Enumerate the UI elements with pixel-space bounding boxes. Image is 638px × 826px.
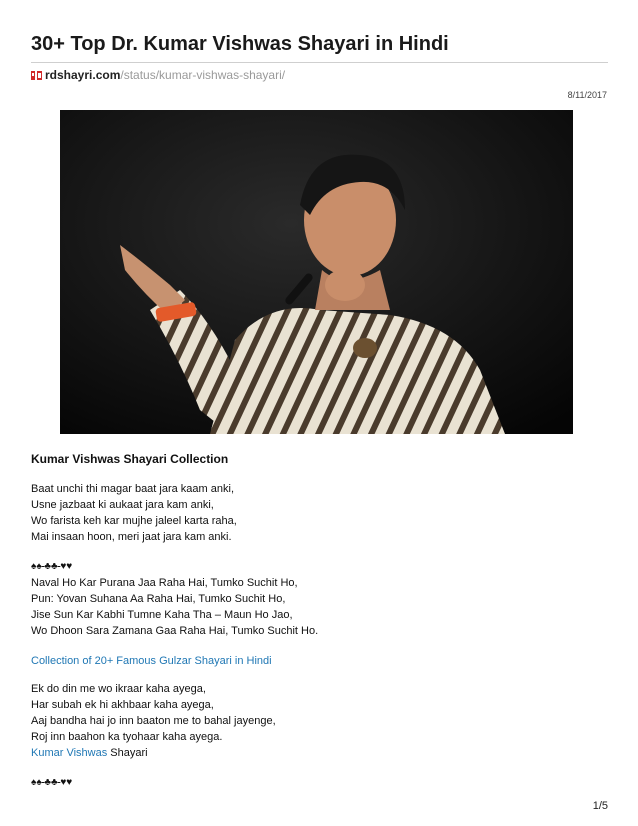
publish-date: 8/11/2017: [567, 90, 607, 100]
verse-line: Aaj bandha hai jo inn baaton me to bahal jayenge,: [31, 715, 276, 727]
footer-line: [31, 745, 591, 761]
stanza-2: [31, 575, 591, 639]
source-path[interactable]: /status/kumar-vishwas-shayari/: [120, 68, 286, 82]
heart-pair: ♥♥: [60, 777, 73, 788]
verse-line: Ek do din me wo ikraar kaha ayega,: [31, 683, 206, 695]
spade-pair: ♠♠: [31, 561, 42, 572]
verse-line: Naval Ho Kar Purana Jaa Raha Hai, Tumko Suchit Ho,: [31, 577, 298, 589]
page-number: 1/5: [592, 800, 608, 812]
club-pair: ♣♣: [44, 777, 58, 788]
article-photo: [60, 110, 573, 434]
source-domain[interactable]: rdshayri.com: [45, 68, 121, 82]
suit-divider: [31, 559, 591, 575]
stanza-1: [31, 481, 591, 545]
heart-pair: ♥♥: [60, 561, 73, 572]
verse-line: Roj inn baahon ka tyohaar kaha ayega.: [31, 731, 223, 743]
article-body: [31, 451, 591, 791]
verse-line: Baat unchi thi magar baat jara kaam anki,: [31, 483, 235, 495]
verse-line: Jise Sun Kar Kabhi Tumne Kaha Tha – Maun Ho Jao,: [31, 609, 293, 621]
stanza-3: [31, 681, 591, 761]
club-pair: ♣♣: [44, 561, 58, 572]
title-divider: [31, 62, 608, 63]
verse-line: Usne jazbaat ki aukaat jara kam anki,: [31, 499, 214, 511]
source-line[interactable]: [31, 68, 285, 82]
verse-line: Wo Dhoon Sara Zamana Gaa Raha Hai, Tumko Suchit Ho.: [31, 625, 319, 637]
footer-line-text: Shayari: [107, 747, 148, 759]
related-article-link[interactable]: Collection of 20+ Famous Gulzar Shayari in Hindi: [31, 655, 272, 667]
rd-logo-icon: [31, 69, 42, 78]
verse-line: Pun: Yovan Suhana Aa Raha Hai, Tumko Suchit Ho,: [31, 593, 286, 605]
suit-divider-2: [31, 775, 591, 791]
spade-pair: ♠♠: [31, 777, 42, 788]
verse-line: Wo farista keh kar mujhe jaleel karta raha,: [31, 515, 237, 527]
kumar-vishwas-link[interactable]: Kumar Vishwas: [31, 747, 108, 759]
section-heading: Kumar Vishwas Shayari Collection: [31, 452, 229, 466]
verse-line: Har subah ek hi akhbaar kaha ayega,: [31, 699, 214, 711]
verse-line: Mai insaan hoon, meri jaat jara kam anki.: [31, 531, 232, 543]
page-title: 30+ Top Dr. Kumar Vishwas Shayari in Hindi: [31, 33, 449, 55]
